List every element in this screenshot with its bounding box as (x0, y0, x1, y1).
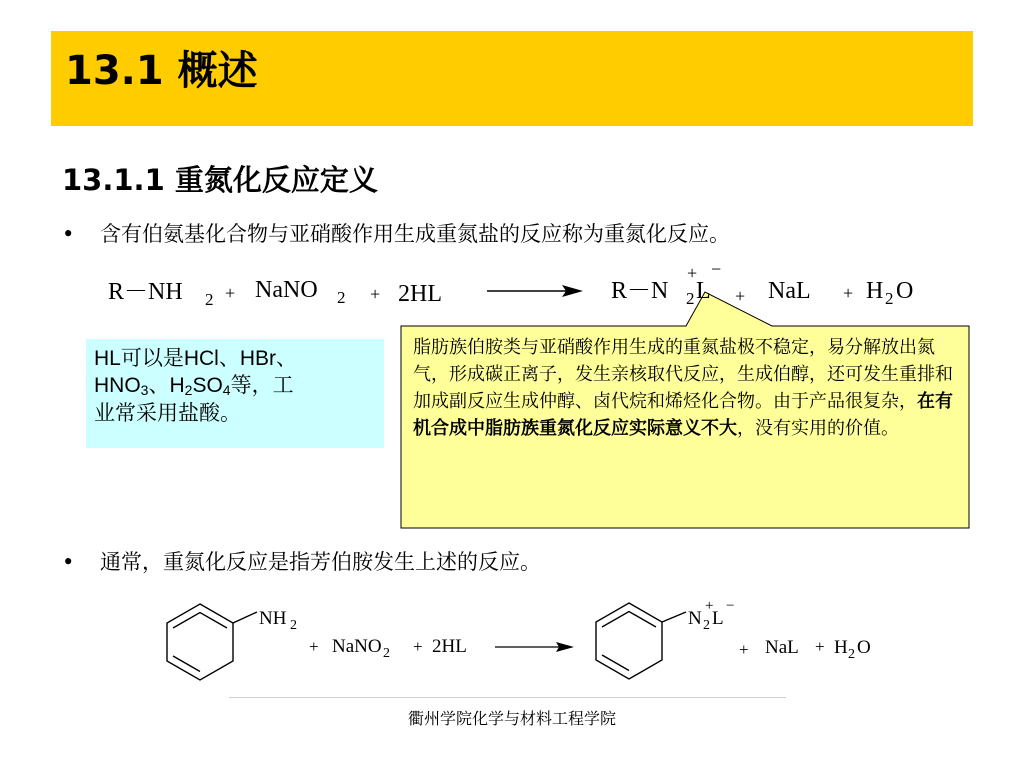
eq1-l: L (696, 278, 711, 304)
bullet-icon: • (62, 550, 75, 574)
bullet-text: 通常，重氮化反应是指芳伯胺发生上述的反应。 (100, 550, 541, 574)
note-text-end: ，没有实用的价值。 (737, 418, 899, 439)
eq1-nh2-sub: 2 (205, 290, 214, 309)
page-title: 13.1 概述 (65, 48, 258, 94)
eq1-n2-sub: 2 (686, 289, 695, 308)
footer-divider (229, 697, 786, 698)
eq1-plus-4: + (843, 283, 854, 303)
benzene-ring-1 (167, 604, 233, 680)
note-bold-text: 在有机合成中脂肪族重氮化反应实际意义不大 (413, 391, 953, 439)
eq2-plus-4: + (815, 637, 825, 656)
eq2-minus-charge: − (726, 598, 735, 614)
eq2-plus-3: + (739, 640, 749, 659)
eq2-l: L (712, 608, 724, 629)
eq1-plus-3: + (735, 286, 746, 306)
eq1-h2-sub: 2 (885, 289, 894, 308)
hl-line3: 业常采用盐酸。 (94, 401, 241, 425)
note-text: 脂肪族伯胺类与亚硝酸作用生成的重氮盐极不稳定，易分解放出氮气，形成碳正离子，发生亲核取代反应，生成伯醇，还可发生重排和加成副反应生成仲醇、卤代烷和烯烃化合物。由于产品很复杂， (413, 337, 953, 412)
eq2-n2-sub: 2 (703, 618, 710, 633)
eq2-n: N (688, 608, 702, 629)
hl-line2: $HNO_3$、$H_2SO_4$等，工 (94, 374, 294, 399)
ring2-bond (662, 612, 686, 622)
eq2-nal: NaL (765, 637, 799, 658)
eq2-plus-charge: + (705, 598, 714, 614)
eq1-plus-charge: + (687, 263, 698, 283)
eq2-h-sub: 2 (848, 647, 855, 662)
eq2-plus-1: + (309, 637, 319, 656)
eq1-water-h: H (866, 278, 884, 304)
eq2-nano: NaNO (332, 636, 382, 657)
eq1-reagent: NaNO (255, 277, 318, 303)
eq2-o: O (857, 637, 871, 658)
eq1-byproduct: NaL (768, 278, 811, 304)
bullet-text: 含有伯氨基化合物与亚硝酸作用生成重氮盐的反应称为重氮化反应。 (100, 222, 730, 246)
eq1-no2-sub: 2 (337, 288, 346, 307)
ring1-bond (233, 612, 257, 623)
eq2-h: H (834, 637, 848, 658)
eq2-nano-sub: 2 (383, 646, 390, 661)
eq1-water-o: O (896, 278, 914, 304)
benzene-ring-2 (596, 603, 662, 679)
footer-institution: 衢州学院化学与材料工程学院 (407, 709, 616, 728)
eq2-plus-2: + (413, 637, 423, 656)
eq1-product1: R－N (611, 278, 669, 304)
eq1-plus-1: + (225, 283, 236, 303)
eq2-nh2-sub: 2 (290, 618, 297, 633)
eq2-nh2: NH (259, 608, 287, 629)
section-subtitle: 13.1.1 重氮化反应定义 (62, 163, 378, 197)
eq1-reactant1: R－NH (108, 279, 183, 305)
eq2-acid: 2HL (432, 636, 467, 657)
eq1-acid: 2HL (398, 281, 442, 307)
eq1-plus-2: + (370, 284, 381, 304)
eq1-minus-charge: − (711, 259, 722, 279)
bullet-icon: • (62, 222, 75, 246)
hl-line1: HL可以是HCl、HBr、 (94, 347, 298, 370)
